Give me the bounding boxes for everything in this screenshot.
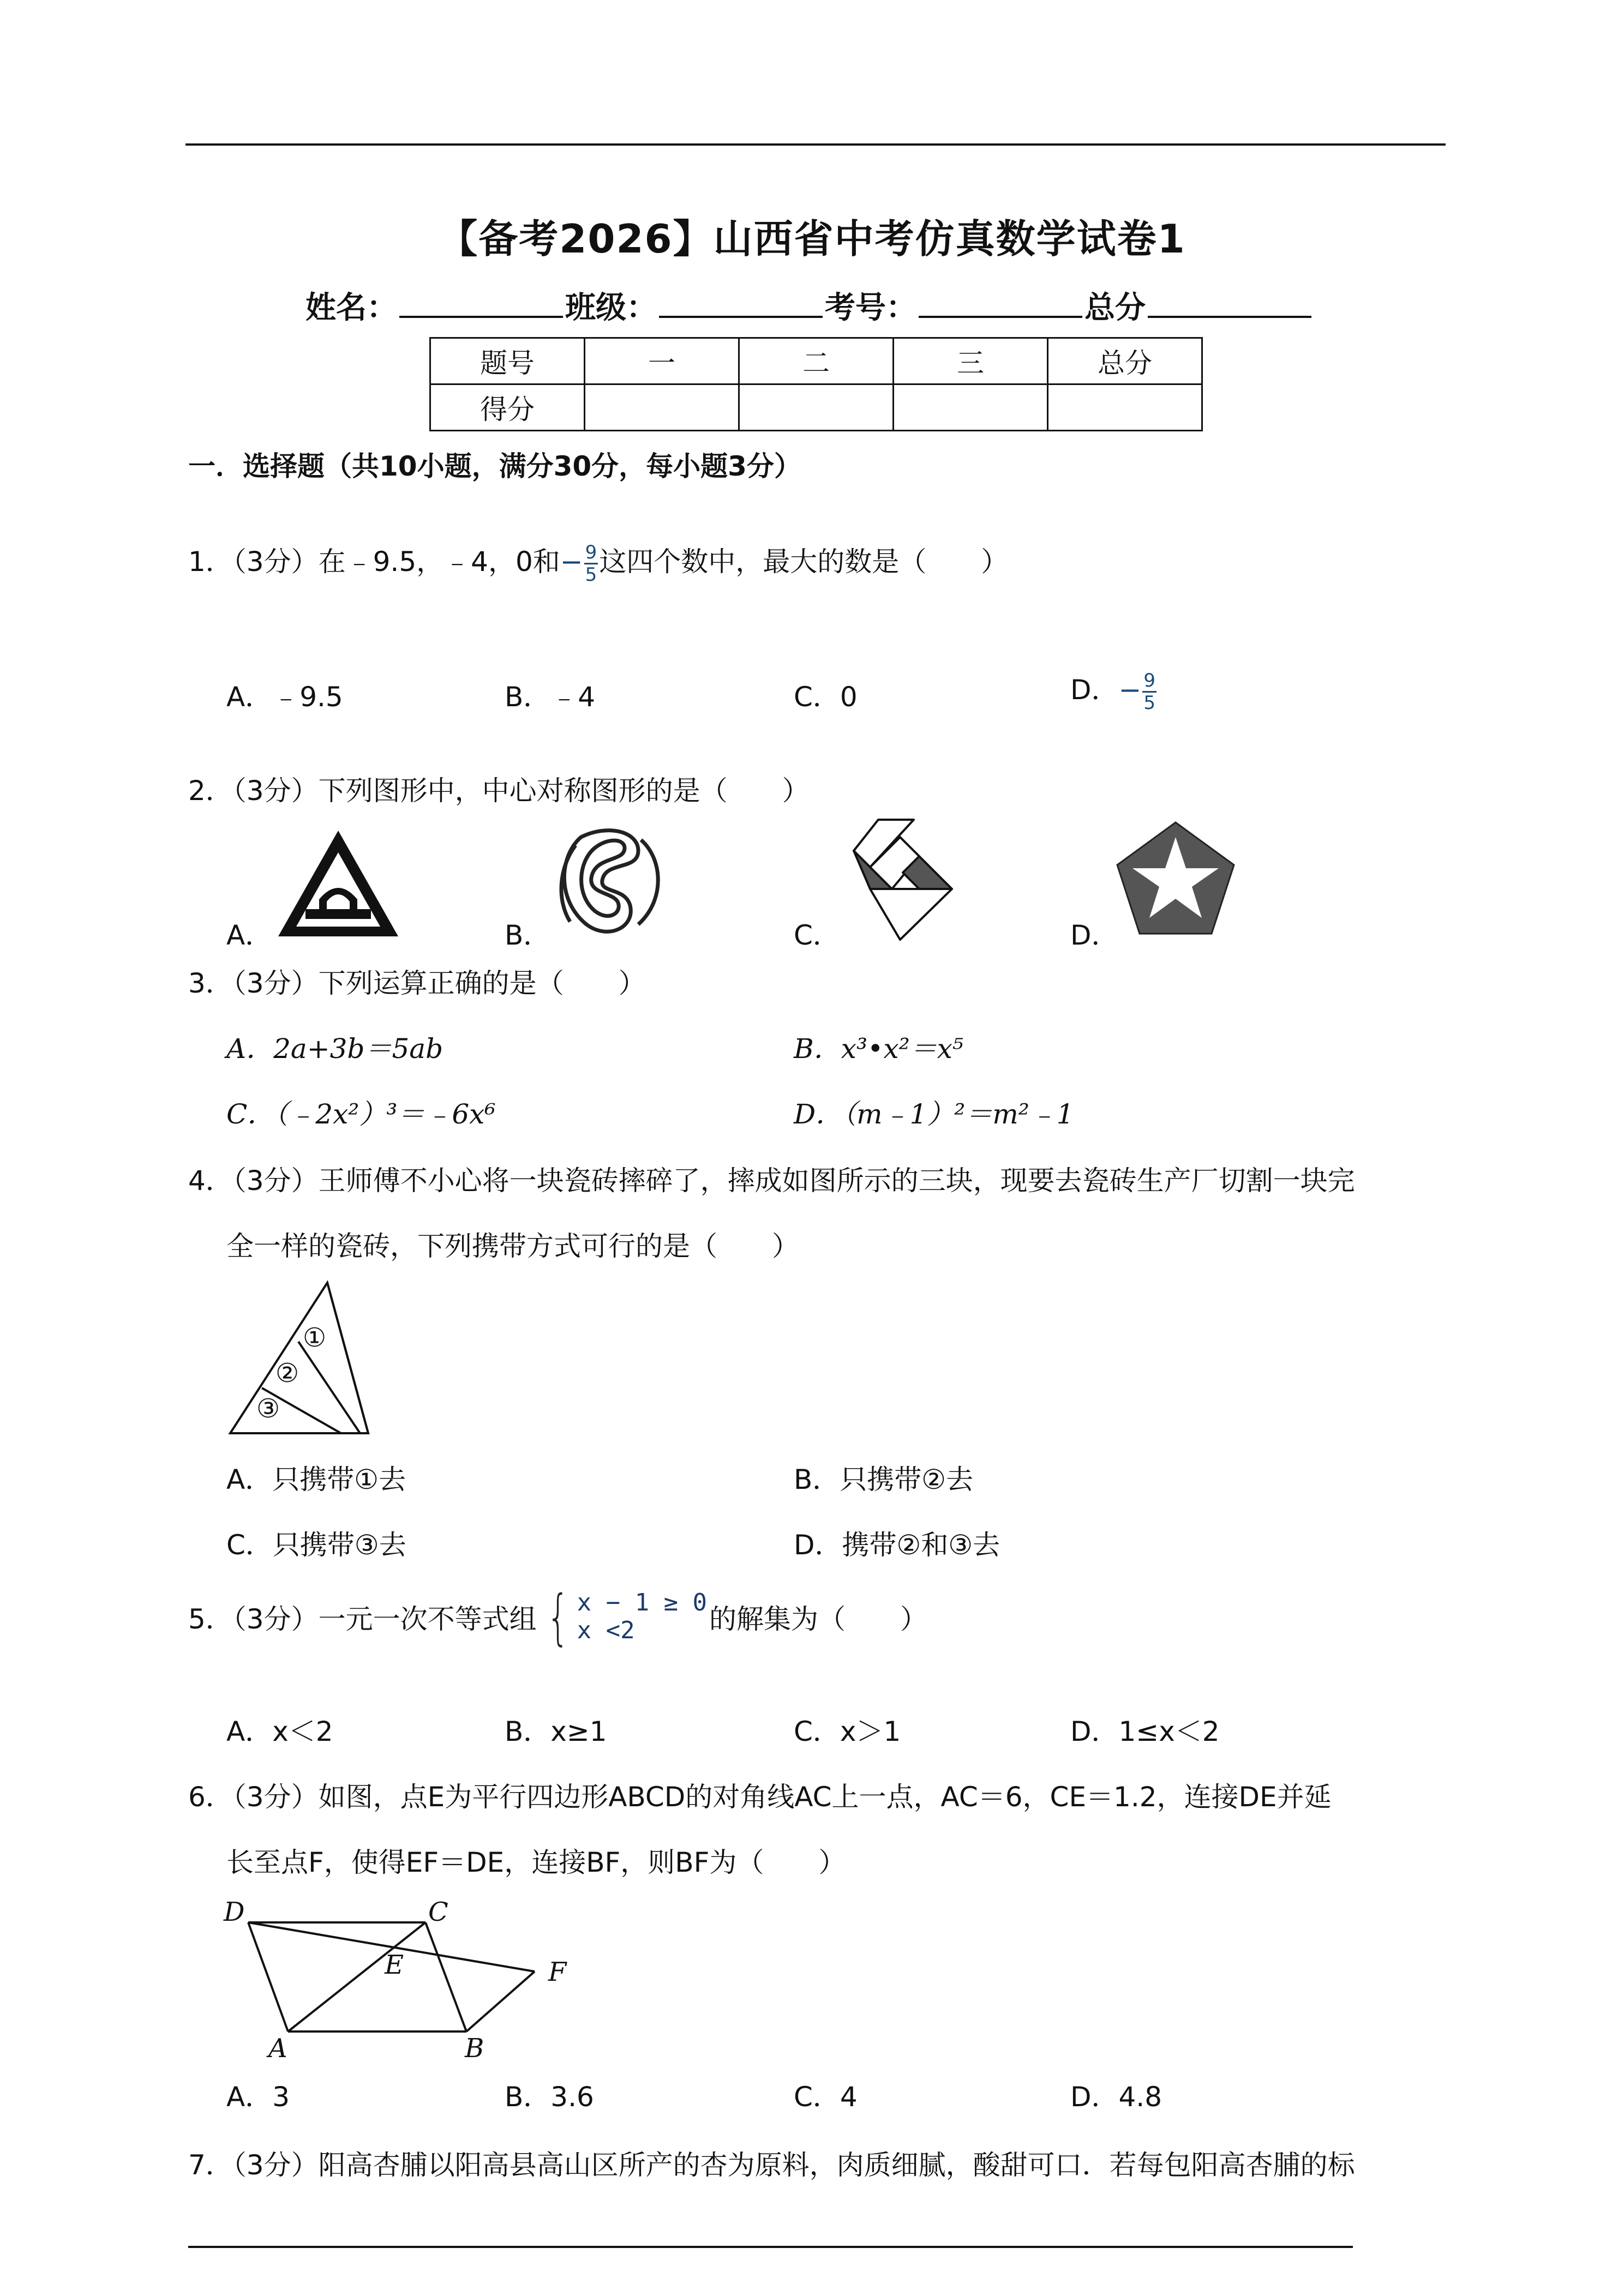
table-cell: 二 bbox=[739, 338, 894, 384]
broken-tile-figure bbox=[224, 1276, 382, 1440]
point-c-label: C bbox=[428, 1897, 448, 1927]
inequality-system bbox=[539, 1582, 708, 1652]
name-label: 姓名： bbox=[305, 290, 397, 326]
q4-option-b[interactable]: B．只携带②去 bbox=[794, 1464, 974, 1495]
fraction bbox=[584, 543, 598, 584]
q6-option-a[interactable]: A．3 bbox=[226, 2081, 290, 2113]
point-f-label: F bbox=[548, 1957, 567, 1987]
q2-option-a-label[interactable]: A． bbox=[226, 919, 273, 951]
question-text: 5．（3分）一元一次不等式组 bbox=[188, 1603, 537, 1635]
q3-option-b[interactable]: B．x³•x²＝x⁵ bbox=[794, 1033, 963, 1065]
total-label: 总分 bbox=[1084, 290, 1146, 326]
minus-sign: − bbox=[1118, 674, 1142, 706]
q5-option-d[interactable]: D．1≤x＜2 bbox=[1070, 1716, 1220, 1747]
q3-option-c[interactable]: C．（﹣2x²）³＝﹣6x⁶ bbox=[226, 1098, 496, 1130]
table-cell: 总分 bbox=[1048, 338, 1202, 384]
inequality-line: x <2 bbox=[577, 1616, 635, 1644]
q5-option-c[interactable]: C．x＞1 bbox=[794, 1716, 901, 1747]
q6-option-c[interactable]: C．4 bbox=[794, 2081, 858, 2113]
fraction-denominator: 5 bbox=[585, 564, 597, 586]
footer-rule bbox=[188, 2246, 1353, 2248]
parallelogram-figure bbox=[218, 1892, 600, 2056]
id-blank[interactable] bbox=[919, 284, 1082, 318]
question-2-stem: 2．（3分）下列图形中，中心对称图形的是（ ） bbox=[188, 775, 810, 807]
score-cell[interactable] bbox=[585, 384, 739, 431]
q1-option-a[interactable]: A．﹣9.5 bbox=[226, 681, 343, 713]
q6-option-b[interactable]: B．3.6 bbox=[505, 2081, 594, 2113]
point-a-label: A bbox=[268, 2033, 287, 2064]
fraction-denominator: 5 bbox=[1143, 692, 1156, 714]
q2-option-c-label[interactable]: C． bbox=[794, 919, 840, 951]
student-info-line bbox=[305, 284, 1314, 327]
score-cell[interactable] bbox=[739, 384, 894, 431]
question-7-stem-line1: 7．（3分）阳高杏脯以阳高县高山区所产的杏为原料，肉质细腻，酸甜可口．若每包阳高杏脯的标 bbox=[188, 2149, 1355, 2181]
piece-3-label: ③ bbox=[256, 1393, 280, 1424]
piece-1-label: ① bbox=[303, 1323, 327, 1353]
q5-option-b[interactable]: B．x≥1 bbox=[505, 1716, 607, 1747]
q1-option-c[interactable]: C．0 bbox=[794, 681, 858, 713]
fraction bbox=[1142, 671, 1156, 712]
question-6-stem-line2: 长至点F，使得EF＝DE，连接BF，则BF为（ ） bbox=[226, 1847, 846, 1878]
point-e-label: E bbox=[385, 1950, 404, 1980]
q1-option-d[interactable] bbox=[1070, 668, 1158, 712]
q5-option-a[interactable]: A．x＜2 bbox=[226, 1716, 333, 1747]
score-cell[interactable] bbox=[1048, 384, 1202, 431]
q3-option-d[interactable]: D．（m﹣1）²＝m²﹣1 bbox=[794, 1098, 1074, 1130]
question-5-stem bbox=[188, 1582, 928, 1652]
q4-option-c[interactable]: C．只携带③去 bbox=[226, 1529, 406, 1561]
question-4-stem-line2: 全一样的瓷砖，下列携带方式可行的是（ ） bbox=[226, 1230, 799, 1262]
q6-option-d[interactable]: D．4.8 bbox=[1070, 2081, 1162, 2113]
name-blank[interactable] bbox=[399, 284, 563, 318]
question-4-stem-line1: 4．（3分）王师傅不小心将一块瓷砖摔碎了，摔成如图所示的三块，现要去瓷砖生产厂切割一块完 bbox=[188, 1165, 1355, 1197]
minus-sign: − bbox=[560, 546, 583, 578]
diamond-fold-figure[interactable] bbox=[837, 815, 963, 941]
piece-2-label: ② bbox=[275, 1358, 299, 1389]
question-text: 这四个数中，最大的数是（ ） bbox=[599, 546, 1009, 578]
question-6-stem-line1: 6．（3分）如图，点E为平行四边形ABCD的对角线AC上一点，AC＝6，CE＝1.2，连接DE并延 bbox=[188, 1781, 1332, 1813]
section-heading: 一．选择题（共10小题，满分30分，每小题3分） bbox=[188, 450, 801, 482]
inequality-line: x − 1 ≥ 0 bbox=[577, 1589, 708, 1617]
point-b-label: B bbox=[465, 2033, 484, 2064]
score-table-header-row bbox=[430, 338, 1202, 384]
class-blank[interactable] bbox=[659, 284, 823, 318]
question-text: 1．（3分）在﹣9.5，﹣4，0和 bbox=[188, 546, 560, 578]
brace-icon: { bbox=[546, 1582, 570, 1652]
q4-option-d[interactable]: D．携带②和③去 bbox=[794, 1529, 1000, 1561]
class-label: 班级： bbox=[565, 290, 657, 326]
score-cell[interactable] bbox=[894, 384, 1048, 431]
question-3-stem: 3．（3分）下列运算正确的是（ ） bbox=[188, 967, 646, 999]
fraction-numerator: 9 bbox=[585, 542, 597, 563]
question-text: 的解集为（ ） bbox=[709, 1603, 928, 1635]
header-rule bbox=[185, 143, 1446, 146]
total-blank[interactable] bbox=[1148, 284, 1311, 318]
table-cell: 一 bbox=[585, 338, 739, 384]
table-cell: 得分 bbox=[430, 384, 585, 431]
q4-option-a[interactable]: A．只携带①去 bbox=[226, 1464, 406, 1495]
pentagon-star-figure[interactable] bbox=[1113, 818, 1238, 943]
warning-triangle-figure[interactable] bbox=[275, 826, 401, 941]
fraction-numerator: 9 bbox=[1143, 670, 1156, 692]
score-table-score-row bbox=[430, 384, 1202, 431]
q2-option-d-label[interactable]: D． bbox=[1070, 919, 1119, 951]
table-cell: 三 bbox=[894, 338, 1048, 384]
page-title: 【备考2026】山西省中考仿真数学试卷1 bbox=[438, 216, 1186, 262]
score-table bbox=[429, 337, 1203, 431]
id-label: 考号： bbox=[825, 290, 916, 326]
point-d-label: D bbox=[224, 1897, 245, 1927]
q2-option-b-label[interactable]: B． bbox=[505, 919, 551, 951]
table-cell: 题号 bbox=[430, 338, 585, 384]
swirl-figure[interactable] bbox=[548, 818, 674, 943]
option-label: D． bbox=[1070, 674, 1119, 706]
q1-option-b[interactable]: B．﹣4 bbox=[505, 681, 596, 713]
q3-option-a[interactable]: A．2a+3b＝5ab bbox=[226, 1033, 444, 1065]
question-1-stem bbox=[188, 540, 1008, 584]
